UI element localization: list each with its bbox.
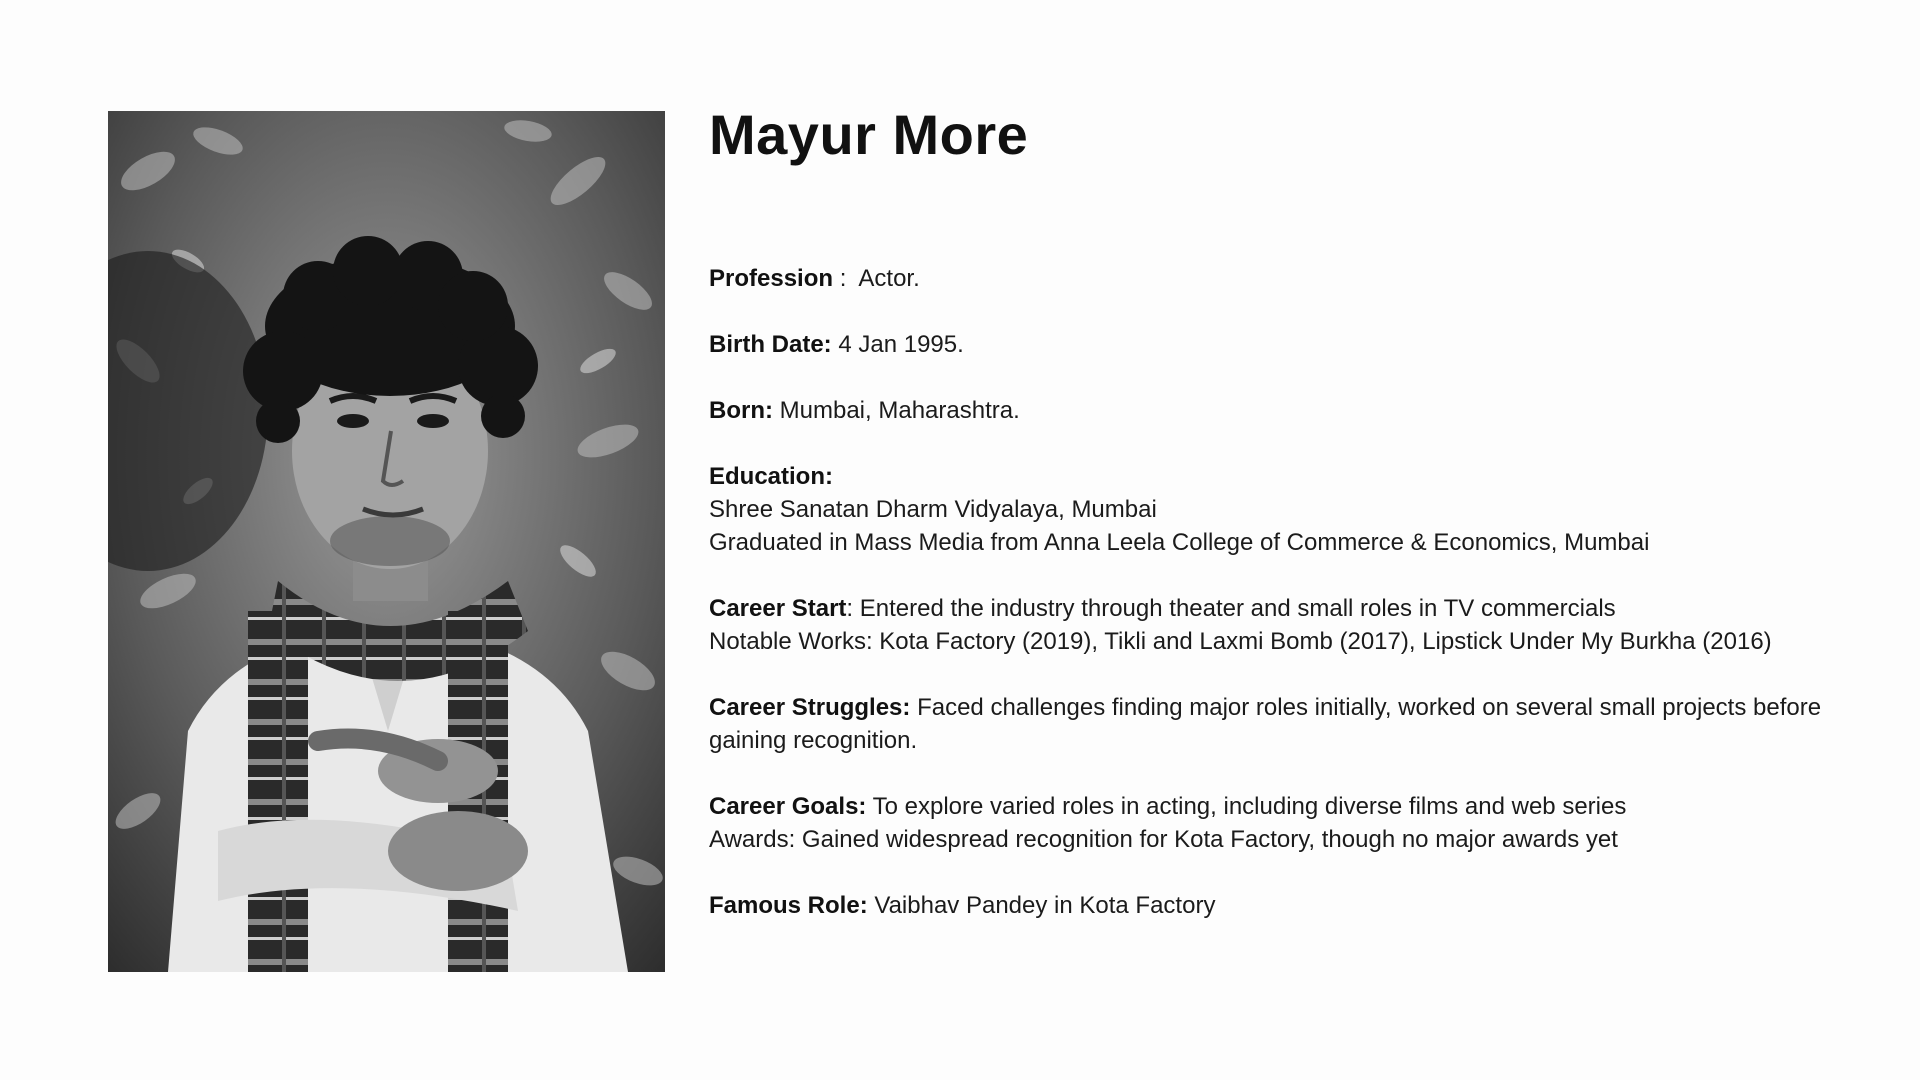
famous-role-label: Famous Role: <box>709 892 868 919</box>
career-struggles-row <box>709 691 1839 757</box>
career-goals-row <box>709 790 1839 856</box>
career-start-label: Career Start <box>709 595 847 622</box>
awards: Awards: Gained widespread recognition for Kota Factory, though no major awards yet <box>709 826 1618 853</box>
page-title: Mayur More <box>709 103 1029 166</box>
education-college: Graduated in Mass Media from Anna Leela College of Commerce & Economics, Mumbai <box>709 529 1650 556</box>
career-goals-label: Career Goals: <box>709 793 867 820</box>
profession-separator: : <box>833 265 859 292</box>
profile-details <box>709 262 1839 922</box>
education-row <box>709 460 1839 559</box>
profession-row <box>709 262 1839 295</box>
birth-date-value: 4 Jan 1995. <box>831 331 964 358</box>
profile-content <box>709 100 1839 955</box>
born-row <box>709 394 1839 427</box>
career-goals-value: To explore varied roles in acting, including diverse films and web series <box>866 793 1627 820</box>
career-struggles-label: Career Struggles: <box>709 694 911 721</box>
birth-date-row <box>709 328 1839 361</box>
profession-label: Profession <box>709 265 834 292</box>
famous-role-row <box>709 889 1839 922</box>
portrait-illustration <box>108 111 665 972</box>
famous-role-value: Vaibhav Pandey in Kota Factory <box>867 892 1216 919</box>
notable-works: Notable Works: Kota Factory (2019), Tikli and Laxmi Bomb (2017), Lipstick Under My Burkha (2016) <box>709 628 1772 655</box>
birth-date-label: Birth Date: <box>709 331 832 358</box>
education-school: Shree Sanatan Dharm Vidyalaya, Mumbai <box>709 496 1157 523</box>
born-label: Born: <box>709 397 773 424</box>
profile-photo <box>108 111 665 972</box>
education-label: Education: <box>709 463 833 490</box>
career-start-value: : Entered the industry through theater and small roles in TV commercials <box>846 595 1616 622</box>
career-start-row <box>709 592 1839 658</box>
profession-value: Actor. <box>858 265 920 292</box>
career-struggles-value: Faced challenges finding major roles initially, worked on several small projects before gaining recognition. <box>709 694 1828 754</box>
born-value: Mumbai, Maharashtra. <box>772 397 1020 424</box>
